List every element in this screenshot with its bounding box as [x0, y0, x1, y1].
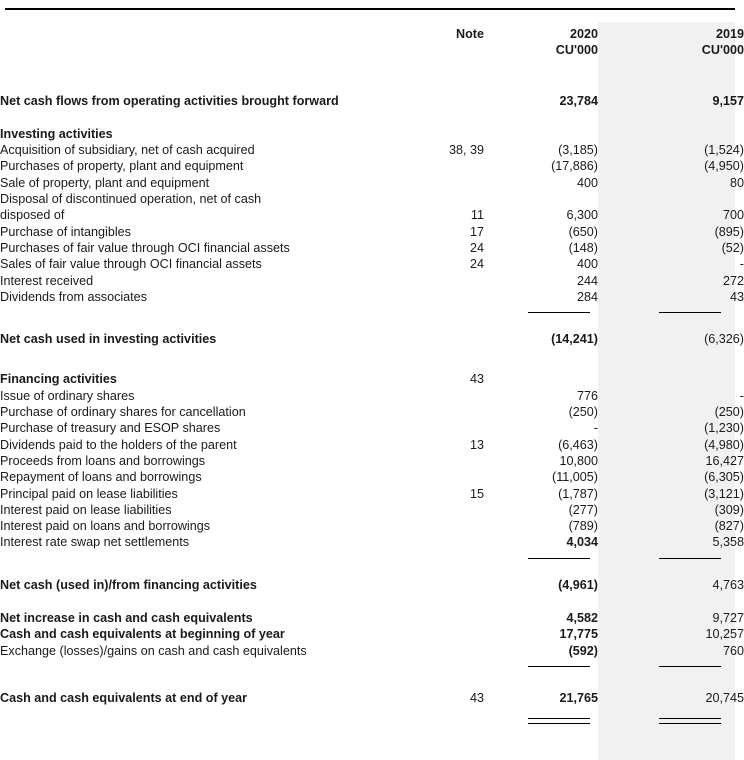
header-gap	[598, 26, 622, 42]
table-row	[0, 420, 744, 436]
financing-heading-2019	[622, 371, 744, 387]
investing-heading-2020	[484, 126, 598, 142]
table-header-units	[0, 42, 744, 58]
line-item-2020	[484, 191, 598, 207]
line-item-gap	[598, 388, 622, 404]
rule-label-spacer	[0, 558, 400, 570]
summary-label: Net increase in cash and cash equivalents	[0, 611, 253, 626]
line-item-2019: 700	[722, 208, 744, 223]
financing-total-label: Net cash (used in)/from financing activities	[0, 577, 257, 592]
closing-balance-label: Cash and cash equivalents at end of year	[0, 690, 248, 705]
cash-flow-table	[0, 26, 744, 732]
summary-gap	[598, 626, 622, 642]
spacer-before-investing	[0, 109, 744, 126]
spacer-after-summary-rule	[0, 678, 744, 690]
spacer-before-summary	[0, 593, 744, 610]
line-item-note	[400, 289, 484, 305]
spacer-before-investing-rule	[0, 305, 744, 312]
summary-note	[400, 610, 484, 626]
header-unit-gap	[598, 42, 622, 58]
header-unit-spacer	[0, 42, 400, 58]
line-item-note	[400, 273, 484, 289]
line-item-label: Principal paid on lease liabilities	[0, 486, 178, 501]
summary-gap	[598, 643, 622, 659]
line-item-label: Sales of fair value through OCI financial assets	[0, 257, 262, 272]
line-item-label: Dividends from associates	[0, 289, 147, 304]
rule-note-spacer	[400, 666, 484, 678]
rule-cell-2019	[622, 558, 744, 570]
line-item-2020: 400	[576, 257, 598, 272]
line-item-2020: (789)	[568, 519, 598, 534]
investing-subtotal-rule	[0, 312, 744, 324]
brought-forward-note	[400, 93, 484, 109]
rule-label-spacer	[0, 312, 400, 324]
line-item-2019: (309)	[714, 502, 744, 517]
header-year-2020: 2020	[569, 27, 598, 41]
line-item-note	[400, 518, 484, 534]
line-item-gap	[598, 240, 622, 256]
line-item-2020: (250)	[568, 405, 598, 420]
closing-double-rule	[0, 718, 744, 732]
line-item-2020: (650)	[568, 224, 598, 239]
line-item-label: Purchase of intangibles	[0, 224, 131, 239]
line-item-note: 17	[469, 224, 484, 239]
line-item-note: 15	[469, 486, 484, 501]
table-row	[0, 142, 744, 158]
brought-forward-2019: 9,157	[712, 93, 744, 108]
line-item-2020: (3,185)	[558, 143, 598, 158]
financing-heading-gap	[598, 371, 622, 387]
line-item-label: Purchases of property, plant and equipment	[0, 159, 244, 174]
line-item-gap	[598, 486, 622, 502]
line-item-gap	[598, 191, 622, 207]
brought-forward-gap	[598, 93, 622, 109]
line-item-note	[400, 453, 484, 469]
line-item-note	[400, 420, 484, 436]
spacer-before-summary-rule	[0, 659, 744, 666]
dbl-cell-2020	[484, 718, 598, 732]
table-row	[0, 256, 744, 272]
line-item-label: Purchase of ordinary shares for cancellation	[0, 405, 246, 420]
line-item-2019: (1,230)	[704, 421, 744, 436]
summary-2020: 17,775	[559, 627, 598, 642]
line-item-note	[400, 469, 484, 485]
rule-note-spacer	[400, 558, 484, 570]
rule-note-spacer	[400, 312, 484, 324]
dbl-cell-2019	[622, 718, 744, 732]
line-item-gap	[598, 207, 622, 223]
financing-total-2020: (4,961)	[558, 577, 598, 592]
summary-subtotal-rule	[0, 666, 744, 678]
line-item-note: 11	[470, 208, 484, 223]
spacer-before-financing	[0, 347, 744, 371]
row-financing-total	[0, 577, 744, 593]
summary-2019: 9,727	[712, 611, 744, 626]
line-item-2019: 16,427	[705, 453, 744, 468]
financing-total-gap	[598, 577, 622, 593]
line-item-2019: 80	[729, 175, 744, 190]
spacer-before-financing-rule	[0, 551, 744, 558]
line-item-2020: 4,034	[566, 535, 598, 550]
dbl-label-spacer	[0, 718, 400, 732]
table-row	[0, 224, 744, 240]
line-item-2019: (1,524)	[704, 143, 744, 158]
section-heading-investing	[0, 126, 744, 142]
investing-heading-note	[400, 126, 484, 142]
line-item-2019: -	[739, 388, 744, 403]
investing-total-note	[400, 331, 484, 347]
financing-total-2019: 4,763	[712, 577, 744, 592]
line-item-note: 13	[469, 437, 484, 452]
rule-gap	[598, 558, 622, 570]
line-item-note: 24	[469, 257, 484, 272]
line-item-2020: (1,787)	[558, 486, 598, 501]
line-item-gap	[598, 256, 622, 272]
line-item-note: 38, 39	[448, 143, 484, 158]
dbl-note-spacer	[400, 718, 484, 732]
summary-2019: 760	[722, 643, 744, 658]
rule-cell-2019	[622, 666, 744, 678]
closing-balance-gap	[598, 690, 622, 706]
line-item-gap	[598, 469, 622, 485]
line-item-note	[400, 175, 484, 191]
row-brought-forward	[0, 93, 744, 109]
row-investing-total	[0, 331, 744, 347]
line-item-2019: 43	[729, 289, 744, 304]
line-item-2020: (6,463)	[558, 437, 598, 452]
table-row	[0, 626, 744, 642]
table-row	[0, 404, 744, 420]
table-row	[0, 207, 744, 223]
closing-balance-2019: 20,745	[705, 690, 744, 705]
line-item-label: Dividends paid to the holders of the parent	[0, 437, 237, 452]
line-item-2020: 6,300	[566, 208, 598, 223]
line-item-gap	[598, 534, 622, 550]
rule-cell-2020	[484, 312, 598, 324]
spacer-after-financing-rule	[0, 570, 744, 577]
line-item-note	[400, 502, 484, 518]
line-item-2019: 5,358	[712, 535, 744, 550]
header-unit-2019: CU'000	[701, 43, 744, 58]
line-item-label: Proceeds from loans and borrowings	[0, 453, 206, 468]
investing-total-2019: (6,326)	[704, 332, 744, 347]
summary-label: Exchange (losses)/gains on cash and cash equivalents	[0, 643, 307, 658]
summary-gap	[598, 610, 622, 626]
table-row	[0, 240, 744, 256]
line-item-label: Purchase of treasury and ESOP shares	[0, 421, 221, 436]
line-item-gap	[598, 142, 622, 158]
rule-label-spacer	[0, 666, 400, 678]
line-item-note	[400, 388, 484, 404]
line-item-label: Disposal of discontinued operation, net of cash	[0, 192, 262, 207]
summary-2020: 4,582	[566, 611, 598, 626]
line-item-2019: (4,950)	[704, 159, 744, 174]
rule-cell-2020	[484, 558, 598, 570]
table-row	[0, 191, 744, 207]
table-row	[0, 469, 744, 485]
line-item-2019: (52)	[721, 240, 744, 255]
rule-cell-2020	[484, 666, 598, 678]
header-spacer	[0, 26, 400, 42]
rule-cell-2019	[622, 312, 744, 324]
closing-balance-note: 43	[469, 690, 484, 705]
line-item-2019: (250)	[714, 405, 744, 420]
line-item-gap	[598, 453, 622, 469]
line-item-label: Acquisition of subsidiary, net of cash acquired	[0, 143, 255, 158]
summary-label: Cash and cash equivalents at beginning of year	[0, 627, 285, 642]
line-item-gap	[598, 420, 622, 436]
table-row	[0, 437, 744, 453]
table-row	[0, 388, 744, 404]
summary-note	[400, 643, 484, 659]
line-item-2020: 284	[576, 289, 598, 304]
line-item-2019: (3,121)	[704, 486, 744, 501]
line-item-label: Interest received	[0, 273, 94, 288]
closing-balance-2020: 21,765	[559, 690, 598, 705]
table-row	[0, 175, 744, 191]
line-item-note	[400, 158, 484, 174]
line-item-2019: (827)	[714, 519, 744, 534]
line-item-gap	[598, 518, 622, 534]
line-item-2020: 244	[576, 273, 598, 288]
financing-heading-2020	[484, 371, 598, 387]
line-item-note: 24	[469, 240, 484, 255]
table-header-years	[0, 26, 744, 42]
line-item-2019: 272	[722, 273, 744, 288]
line-item-label: Repayment of loans and borrowings	[0, 470, 202, 485]
header-unit-note-spacer	[400, 42, 484, 58]
spacer-after-investing-rule	[0, 324, 744, 331]
financing-heading-note: 43	[469, 372, 484, 387]
brought-forward-2020: 23,784	[559, 93, 598, 108]
table-row	[0, 534, 744, 550]
line-item-label: Interest paid on loans and borrowings	[0, 519, 211, 534]
investing-heading: Investing activities	[0, 126, 113, 141]
line-item-2020: 10,800	[559, 453, 598, 468]
line-item-gap	[598, 175, 622, 191]
rule-gap	[598, 312, 622, 324]
header-year-2019: 2019	[715, 27, 744, 41]
line-item-note	[400, 191, 484, 207]
line-item-label: Interest rate swap net settlements	[0, 535, 189, 550]
table-row	[0, 158, 744, 174]
line-item-gap	[598, 158, 622, 174]
dbl-gap	[598, 718, 622, 732]
table-row	[0, 643, 744, 659]
header-note-label: Note	[456, 27, 484, 41]
investing-total-2020: (14,241)	[551, 332, 598, 347]
line-item-note	[400, 404, 484, 420]
investing-heading-2019	[622, 126, 744, 142]
line-item-label: disposed of	[0, 208, 65, 223]
line-item-gap	[598, 224, 622, 240]
line-item-gap	[598, 502, 622, 518]
header-unit-2020: CU'000	[555, 43, 598, 58]
line-item-gap	[598, 404, 622, 420]
spacer-before-double-rule	[0, 706, 744, 718]
financing-subtotal-rule	[0, 558, 744, 570]
table-row	[0, 502, 744, 518]
line-item-2019: -	[739, 257, 744, 272]
line-item-label: Sale of property, plant and equipment	[0, 175, 210, 190]
table-row	[0, 518, 744, 534]
line-item-2020: 400	[576, 175, 598, 190]
line-item-2020: -	[593, 421, 598, 436]
line-item-label: Interest paid on lease liabilities	[0, 502, 172, 517]
investing-total-gap	[598, 331, 622, 347]
line-item-2020: (148)	[568, 240, 598, 255]
line-item-2020: (17,886)	[551, 159, 598, 174]
investing-total-label: Net cash used in investing activities	[0, 332, 217, 347]
line-item-2019: (895)	[714, 224, 744, 239]
line-item-gap	[598, 437, 622, 453]
table-row	[0, 486, 744, 502]
line-item-gap	[598, 273, 622, 289]
rule-gap	[598, 666, 622, 678]
line-item-label: Purchases of fair value through OCI financial assets	[0, 240, 290, 255]
line-item-2020: (11,005)	[552, 470, 598, 485]
summary-note	[400, 626, 484, 642]
line-item-2019: (4,980)	[704, 437, 744, 452]
table-row	[0, 273, 744, 289]
financing-total-note	[400, 577, 484, 593]
row-closing-balance	[0, 690, 744, 706]
table-row	[0, 453, 744, 469]
table-row	[0, 610, 744, 626]
line-item-gap	[598, 289, 622, 305]
summary-2019: 10,257	[705, 627, 744, 642]
line-item-2020: 776	[576, 388, 598, 403]
brought-forward-label: Net cash flows from operating activities brought forward	[0, 93, 339, 108]
line-item-note	[400, 534, 484, 550]
section-heading-financing	[0, 371, 744, 387]
line-item-2019	[622, 191, 744, 207]
line-item-label: Issue of ordinary shares	[0, 388, 135, 403]
financing-heading: Financing activities	[0, 372, 117, 387]
spacer-after-header	[0, 59, 744, 93]
summary-2020: (592)	[568, 643, 598, 658]
line-item-2020: (277)	[568, 502, 598, 517]
line-item-2019: (6,305)	[704, 470, 744, 485]
table-row	[0, 289, 744, 305]
investing-heading-gap	[598, 126, 622, 142]
